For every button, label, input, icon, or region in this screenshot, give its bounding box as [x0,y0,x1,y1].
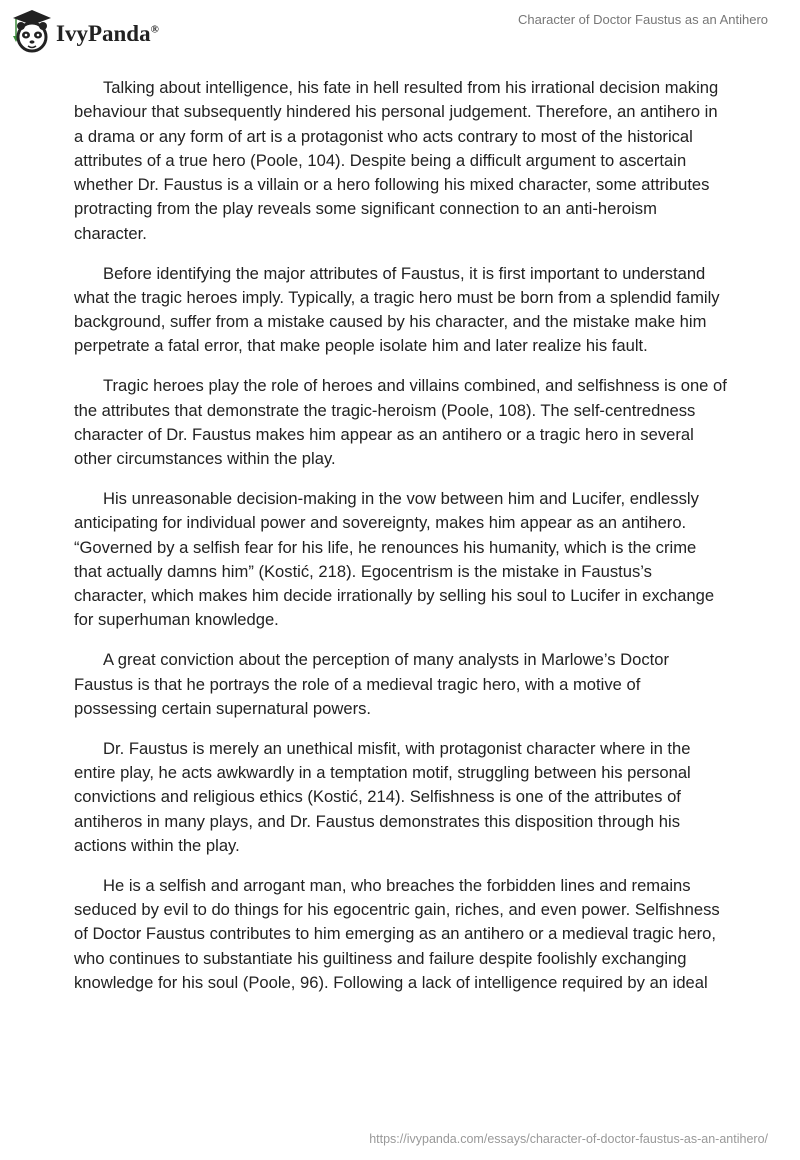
ivypanda-logo[interactable] [12,8,159,54]
essay-body [74,76,727,1011]
paragraph: His unreasonable decision-making in the vow between him and Lucifer, endlessly anticipating for individual power and sovereignty, makes him appear as an antihero. “Governed by a selfish fear for his life, he renounces his humanity, which is the crime that actually damns him” (Kostić, 218). Egocentrism is the mistake in Faustus’s character, which makes him decide irrationally by selling his soul to Lucifer in exchange for superhuman knowledge. [74,488,715,630]
page-header [0,0,800,60]
brand-text: IvyPanda [56,21,151,46]
paragraph: Dr. Faustus is merely an unethical misfit, with protagonist character where in the entire play, he acts awkwardly in a temptation motif, struggling between his personal convictions and religious ethics (Kostić, 214). Selfishness is one of the attributes of antiheros in many plays, and Dr. Faustus demonstrates this disposition through his actions within the play. [74,738,691,855]
brand-name [56,21,159,47]
paragraph: He is a selfish and arrogant man, who breaches the forbidden lines and remains seduced by evil to do things for his egocentric gain, riches, and even power. Selfishness of Doctor Faustus contributes to him emerging as an antihero or a medieval tragic hero, who continues to substantiate his guiltiness and failure despite foolishly exchanging knowledge for his soul (Poole, 96). Following a lack of intelligence required by an ideal [74,875,720,992]
paragraph: Talking about intelligence, his fate in hell resulted from his irrational decision making behaviour that subsequently hindered his personal judgement. Therefore, an antihero in a drama or any form of art is a protagonist who acts contrary to most of the historical attributes of a true hero (Poole, 104). Despite being a difficult argument to ascertain whether Dr. Faustus is a villain or a hero following his mixed character, some attributes protracting from the play reveals some significant connection to an anti-heroism character. [74,78,719,243]
document-title: Character of Doctor Faustus as an Antihero [517,12,768,27]
source-url[interactable]: https://ivypanda.com/essays/character-of-doctor-faustus-as-an-antihero/ [369,1132,768,1146]
paragraph: Before identifying the major attributes of Faustus, it is first important to understand what the tragic heroes imply. Typically, a tragic hero must be born from a splendid family background, suffer from a mistake caused by his character, and the mistake make him perpetrate a fatal error, that make people isolate him and later realize his fault. [74,263,720,356]
paragraph: Tragic heroes play the role of heroes and villains combined, and selfishness is one of the attributes that demonstrate the tragic-heroism (Poole, 108). The self-centredness character of Dr. Faustus makes him appear as an antihero or a tragic hero in several other circumstances within the play. [74,376,727,469]
panda-logo-icon [12,8,52,54]
paragraph: A great conviction about the perception of many analysts in Marlowe’s Doctor Faustus is that he portrays the role of a medieval tragic hero, with a motive of possessing certain supernatural powers. [74,650,670,718]
registered-mark: ® [150,23,159,36]
